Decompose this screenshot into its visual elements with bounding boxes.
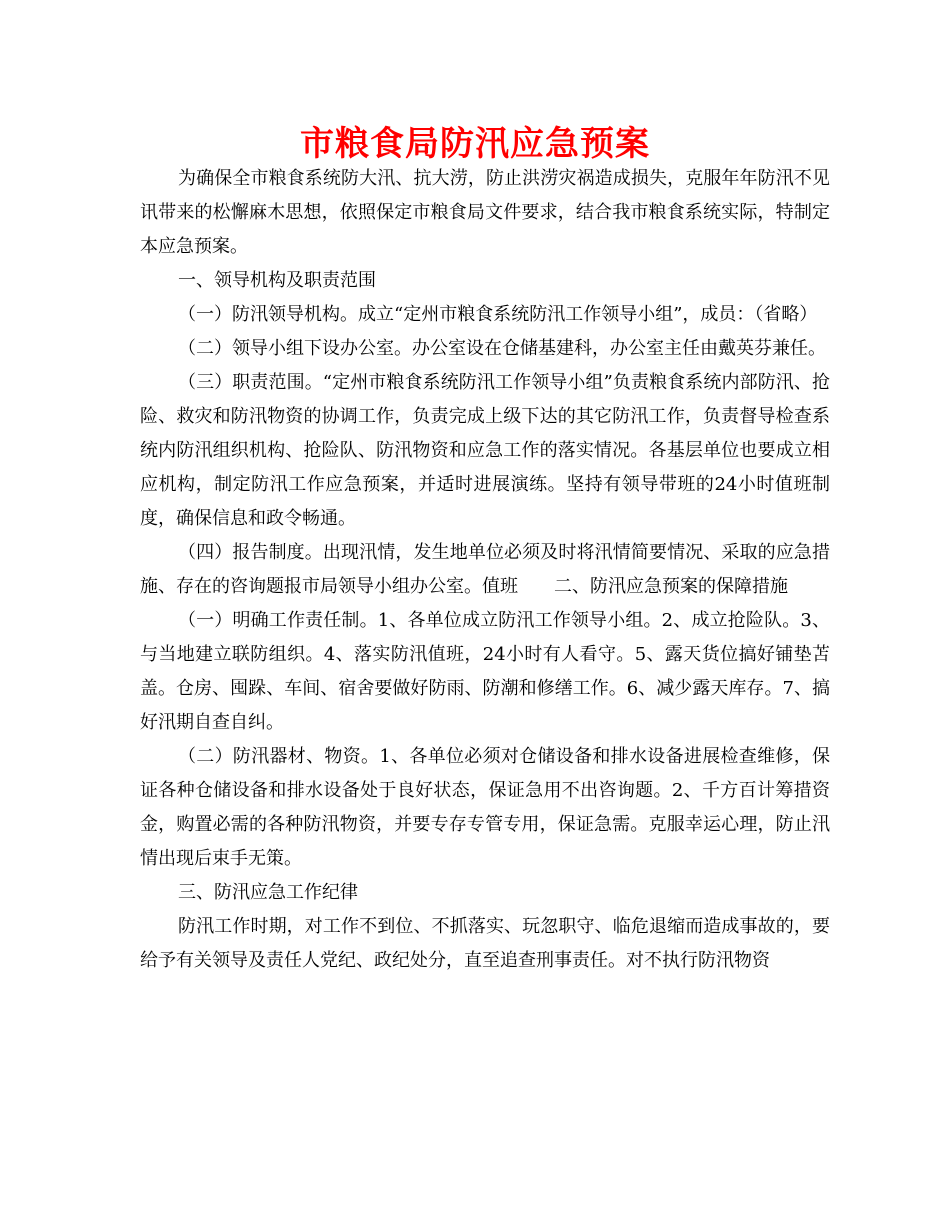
paragraph-responsibility-system: （一）明确工作责任制。1、各单位成立防汛工作领导小组。2、成立抢险队。3、与当地建立联防组织。4、落实防汛值班，24小时有人看守。5、露天货位搞好铺垫苫盖。仓房、囤跺、车间、宿舍要做好防雨、防潮和修缮工作。6、减少露天库存。7、搞好汛期自查自纠。 — [140, 610, 830, 733]
paragraph-equipment: （二）防汛器材、物资。1、各单位必须对仓储设备和排水设备进展检查维修，保证各种仓储设备和排水设备处于良好状态，保证急用不出咨询题。2、千方百计筹措资金，购置必需的各种防汛物资，并要专存专管专用，保证急需。克服幸运心理，防止汛情出现后束手无策。 — [140, 746, 830, 869]
document-title: 市粮食局防汛应急预案 — [300, 124, 650, 164]
section-heading-1: 一、领导机构及职责范围 — [178, 270, 376, 291]
section-heading-3: 三、防汛应急工作纪律 — [178, 882, 358, 903]
paragraph-office: （二）领导小组下设办公室。办公室设在仓储基建科，办公室主任由戴英芬兼任。 — [178, 338, 826, 359]
paragraph-reporting: （四）报告制度。出现汛情，发生地单位必须及时将汛情简要情况、采取的应急措施、存在的咨询题报市局领导小组办公室。值班 二、防汛应急预案的保障措施 — [140, 542, 830, 597]
paragraph-discipline: 防汛工作时期，对工作不到位、不抓落实、玩忽职守、临危退缩而造成事故的，要给予有关领导及责任人党纪、政纪处分，直至追查刑事责任。对不执行防汛物资 — [140, 916, 830, 971]
intro-paragraph: 为确保全市粮食系统防大汛、抗大涝，防止洪涝灾祸造成损失，克服年年防汛不见讯带来的松懈麻木思想，依照保定市粮食局文件要求，结合我市粮食系统实际，特制定本应急预案。 — [140, 168, 830, 257]
document-body — [140, 162, 830, 978]
paragraph-leadership-org: （一）防汛领导机构。成立“定州市粮食系统防汛工作领导小组”，成员：（省略） — [178, 304, 818, 325]
paragraph-responsibilities: （三）职责范围。“定州市粮食系统防汛工作领导小组”负责粮食系统内部防汛、抢险、救灾和防汛物资的协调工作，负责完成上级下达的其它防汛工作，负责督导检查系统内防汛组织机构、抢险队、防汛物资和应急工作的落实情况。各基层单位也要成立相应机构，制定防汛工作应急预案，并适时进展演练。坚持有领导带班的24小时值班制度，确保信息和政令畅通。 — [140, 372, 830, 529]
